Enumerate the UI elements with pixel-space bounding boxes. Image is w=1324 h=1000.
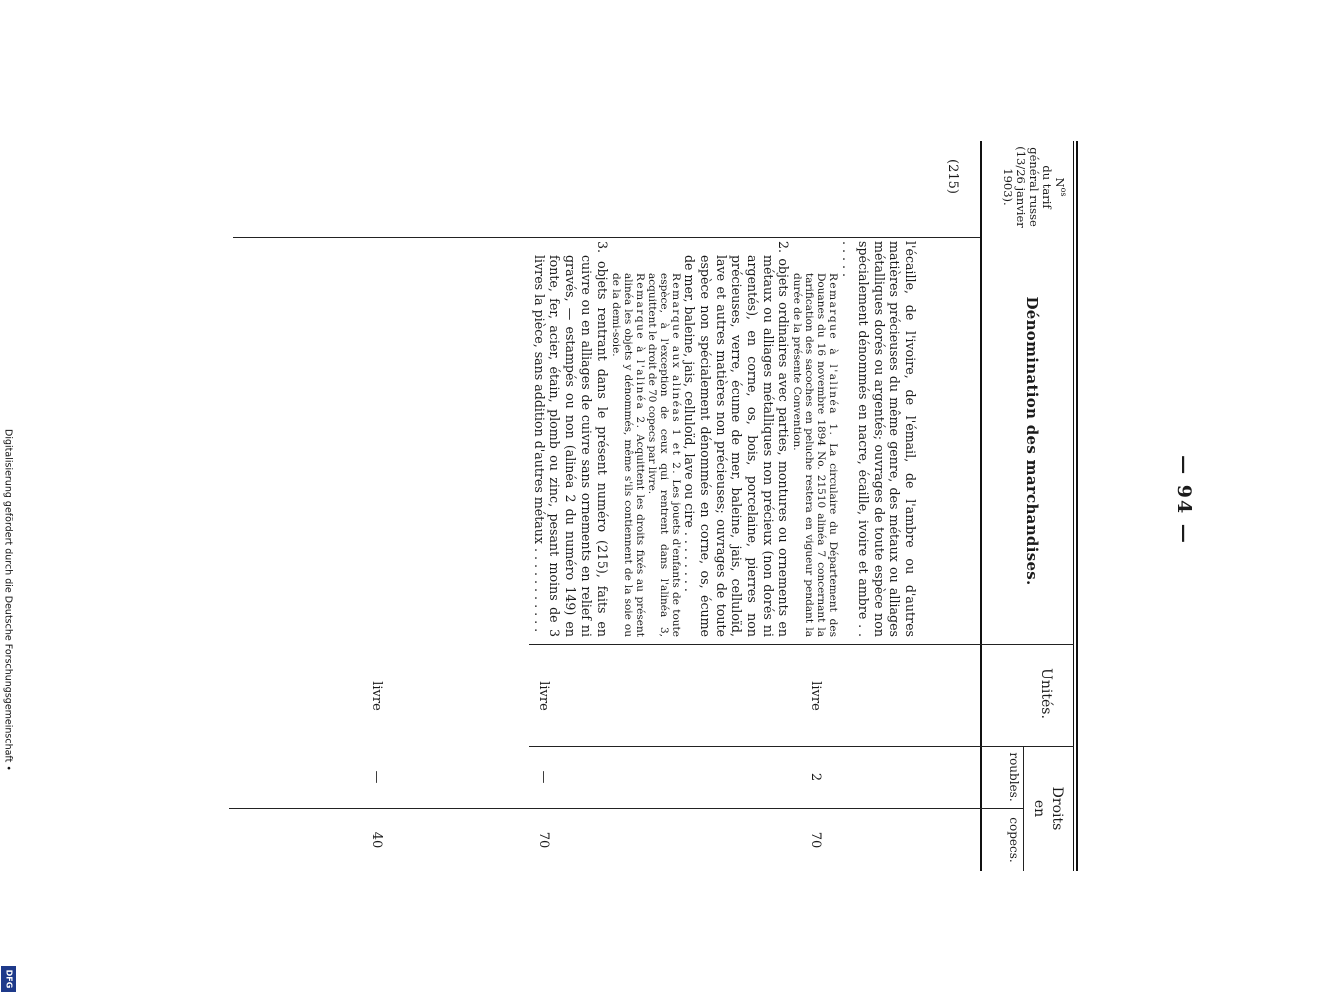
digitisation-notice: Digitalisierung gefördert durch die Deutsche Forschungsgemeinschaft • <box>2 429 14 771</box>
item-3-text: 3. objets rentrant dans le présent numéro (215), faits en cuivre ou en alliages de cuivre sans ornements en relief ni gravés, — estampés ou non (alinéa 2 du numéro 149) en fonte, fer, acier, étain, plomb ou zinc, pesant moins de 3 livres la pièce, sans addition d'autres métaux . . . . . . . . . . . <box>531 241 610 637</box>
goods-description <box>531 241 918 637</box>
copecs-item-1: 70 <box>808 831 823 849</box>
header-units: Unités. <box>1038 668 1054 719</box>
tariff-number: (215) <box>945 159 960 194</box>
unit-item-2: livre <box>536 681 551 711</box>
unit-item-3: livre <box>369 681 384 711</box>
note-alineas-1-2: Remarque aux alinéas 1 et 2. Les jouets d'enfants de toute espèce, à l'exception de ceux qui rentrent dans l'alinéa 3, acquittent le droit de 70 copecs par livre. <box>645 273 682 637</box>
roubles-item-2: — <box>536 770 551 784</box>
header-tariff-number: $N^{os}$ du tarif général russe (13/26 janvier 1903). <box>1001 146 1068 228</box>
droits-subheader-rule <box>1023 746 1024 871</box>
header-denomination: Dénomination des marchandises. <box>1023 296 1041 586</box>
header-roubles: roubles. <box>1007 752 1021 802</box>
tariff-table <box>233 141 1078 871</box>
copecs-item-3: 40 <box>369 831 384 849</box>
table-top-rule <box>1076 141 1078 871</box>
header-droits: Droits en <box>1031 786 1065 831</box>
column-divider <box>529 644 1074 645</box>
column-divider <box>229 808 1024 809</box>
item-2-text: 2. objets ordinaires avec parties, montures ou ornements en métaux ou alliages métalliques non précieux (non dorés ni argentés), en corne, os, bois, porcelaine, pierres non précieuses, verre, écume de mer, baleine, jais, celluloïd, lave et autres matières non précieuses; ouvrages de toute espèce non spécialement dénommés en corne, os, écume de mer, baleine, jais, celluloïd, lave ou cire . . . . . . . . <box>682 241 792 637</box>
note-alinea-2: Remarque à l'alinéa 2. Acquittent les droits fixés au présent alinéa les objets y dénommés, même s'ils contiennent de la soie ou de la demi-soie. <box>609 273 646 637</box>
roubles-item-1: 2 <box>808 772 823 782</box>
column-divider <box>529 746 1074 747</box>
header-bottom-rule <box>980 141 982 871</box>
header-copecs: copecs. <box>1007 817 1021 863</box>
page-number: — 94 — <box>1173 455 1195 545</box>
note-alinea-1: Remarque à l'alinéa 1. La circulaire du Département des Douanes du 16 novembre 1894 No. 21510 alinéa 7 concernant la tarification des sacoches en peluche restera en vigueur pendant la durée de la présente Convention. <box>791 273 840 637</box>
roubles-item-3: — <box>369 770 384 784</box>
copecs-item-2: 70 <box>536 831 551 849</box>
unit-item-1: livre <box>808 681 823 711</box>
table-top-rule-thin <box>1073 141 1074 871</box>
dfg-logo: DFG <box>1 966 16 992</box>
item-1-text: l'écaille, de l'ivoire, de l'émail, de l'ambre ou d'autres matières précieuses du même genre, des métaux ou alliages métalliques dorés ou argentés; ouvrages de toute espèce non spécialement dénommés en nacre, écaille, ivoire et ambre . . . . . . . <box>840 241 918 637</box>
column-divider <box>233 237 980 238</box>
